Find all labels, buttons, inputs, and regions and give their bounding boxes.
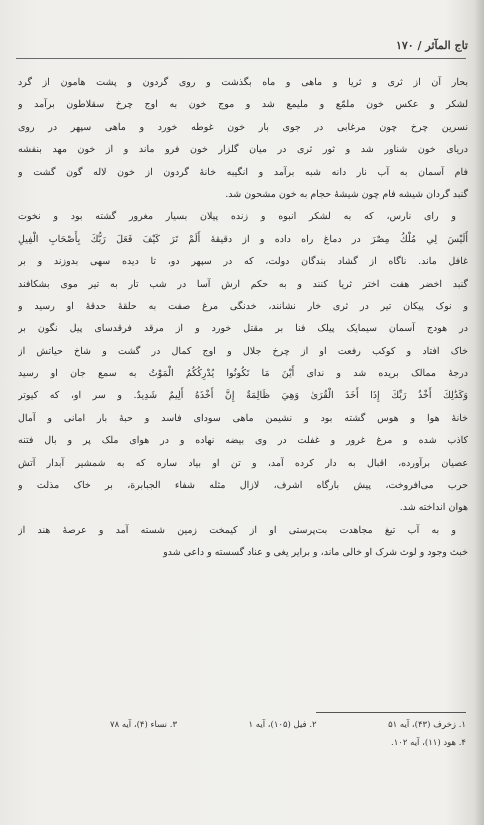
running-title: تاج المآثر / ۱۷۰: [395, 38, 468, 52]
text-line: لشکر و عکس خون ملمّع و مليمع شد و موج خون به اوج چرخ سقلاطون برآمد و: [18, 99, 468, 111]
running-header: [60, 34, 468, 56]
footnote-row-2: [110, 734, 466, 752]
text-line: بحار آن از ثری و ثریا و ماهی و ماه بگذشت و روی گردون و پشت هامون از گرد: [18, 77, 468, 88]
footnote-separator: [316, 712, 466, 713]
text-line: خاک افتاد و کوکب رفعت او از چرخ جلال و اوج کمال در گشت و شاخ حیاتش از: [18, 345, 468, 357]
text-line: أَلَيْسَ لِي مُلْكُ مِصْرَ در دماغ راه داده و از دقیقهٔ أَلَمْ تَرَ كَيْفَ فَعَلَ رَبُّكَ بِأَصْحَابِ الْفِيلِ: [18, 233, 468, 245]
text-line: هوان انداخته شد.: [399, 502, 468, 514]
text-line: و رای نارس، که به لشکر انبوه و زنده پیلان بسیار مغرور گشته بود و نخوت: [18, 211, 456, 223]
text-line: و نوک پیکان تیر در ثری خار نشانند، خدنگی مرغ صفت به حلقهٔ حدقهٔ او رسید و: [18, 300, 468, 312]
footnote-row-1: [110, 716, 466, 734]
text-line: گنبد گردان شیشه فام چون شیشهٔ حجام به خون مشحون شد.: [225, 188, 468, 200]
text-line: فام آسمان به آب نار دانه شبه برآمد و انگیبه خانهٔ گردون از خون لاله گون گشت و: [18, 166, 468, 178]
text-line: خبث وجود و لوث شرک او خالی ماند، و برایر یغی و عناد گسسته و داعی شدو: [163, 547, 468, 559]
text-line: در هودج آسمان سیمایک پیلک فنا بر مقتل خورد و از مرقد فرقدسای پیل نگون بر: [18, 323, 468, 335]
text-line: دریای خون شناور شد و ثور ثری در میان گلزار خون فرو ماند و از خون مهد بنفشه: [18, 144, 468, 156]
footnotes: [110, 716, 466, 752]
text-line: درجهٔ ممالک بریده شد و ندای أَيْنَ مَا تَكُونُوا يُدْرِكُكُمُ الْمَوْتُ به سمع جان او رسید: [18, 368, 468, 380]
text-line: کاذب شده و مرغ غرور و غفلت در وی بیضه نهاده و در هوای ملک پر و بال فتنه: [18, 435, 468, 447]
text-line: نسرين چرخ چون مرغابی در جوی بار خون غوطه خورد و ماهی سپهر در روی: [18, 121, 468, 133]
text-line: غافل ماند. ناگاه از گشاد بندگان دولت، که در سپهر دو، تا دیده سهی بدوزند و بر: [18, 256, 468, 268]
paragraph: [18, 206, 468, 519]
text-line: خانهٔ هوا و هوس گشته بود و نشیمن ماهی سودای فاسد و حبهٔ بار امانی و آمال: [18, 412, 468, 424]
text-line: گنبد اخضر هفت اختر ثریا کنند و به حکم ارش آسا در شب تار به تیر موی بشکافند: [18, 278, 468, 290]
footnote-1: ۱. زخرف (۴۳)، آیه ۵۱: [388, 720, 466, 730]
footnote-4: ۴. هود (۱۱)، آیه ۱۰۲.: [391, 738, 466, 748]
text-line: حرب می‌افروخت، پیش بارگاه اشرف، لازال مثله شفاء الجبابرة، بر خاک مذلت و: [18, 480, 468, 492]
header-rule: [16, 58, 466, 59]
paragraph: [18, 520, 468, 565]
text-line: وَكَذَٰلِكَ أَخْذُ رَبِّكَ إِذَا أَخَذَ الْقُرَىٰ وَهِيَ ظَالِمَةٌ إِنَّ أَخْذَهُ أَلِيمٌ شَدِيدٌ. و سر او، که کیوتر: [18, 390, 468, 402]
text-line: عصیان برآورده، اقبال به دار کرده آمد، و تن او بیاد ساره که به شمشیر آبدار آتش: [18, 457, 468, 469]
footnote-2: ۲. فیل (۱۰۵)، آیه ۱: [248, 720, 317, 730]
body-text: [18, 72, 468, 565]
text-line: و به آب تیغ مجاهدت بت‌پرستی او از کیمخت زمین شسته آمد و عرصهٔ هند از: [18, 524, 456, 536]
paragraph: [18, 72, 468, 206]
footnote-3: ۳. نساء (۴)، آیه ۷۸: [110, 720, 178, 730]
